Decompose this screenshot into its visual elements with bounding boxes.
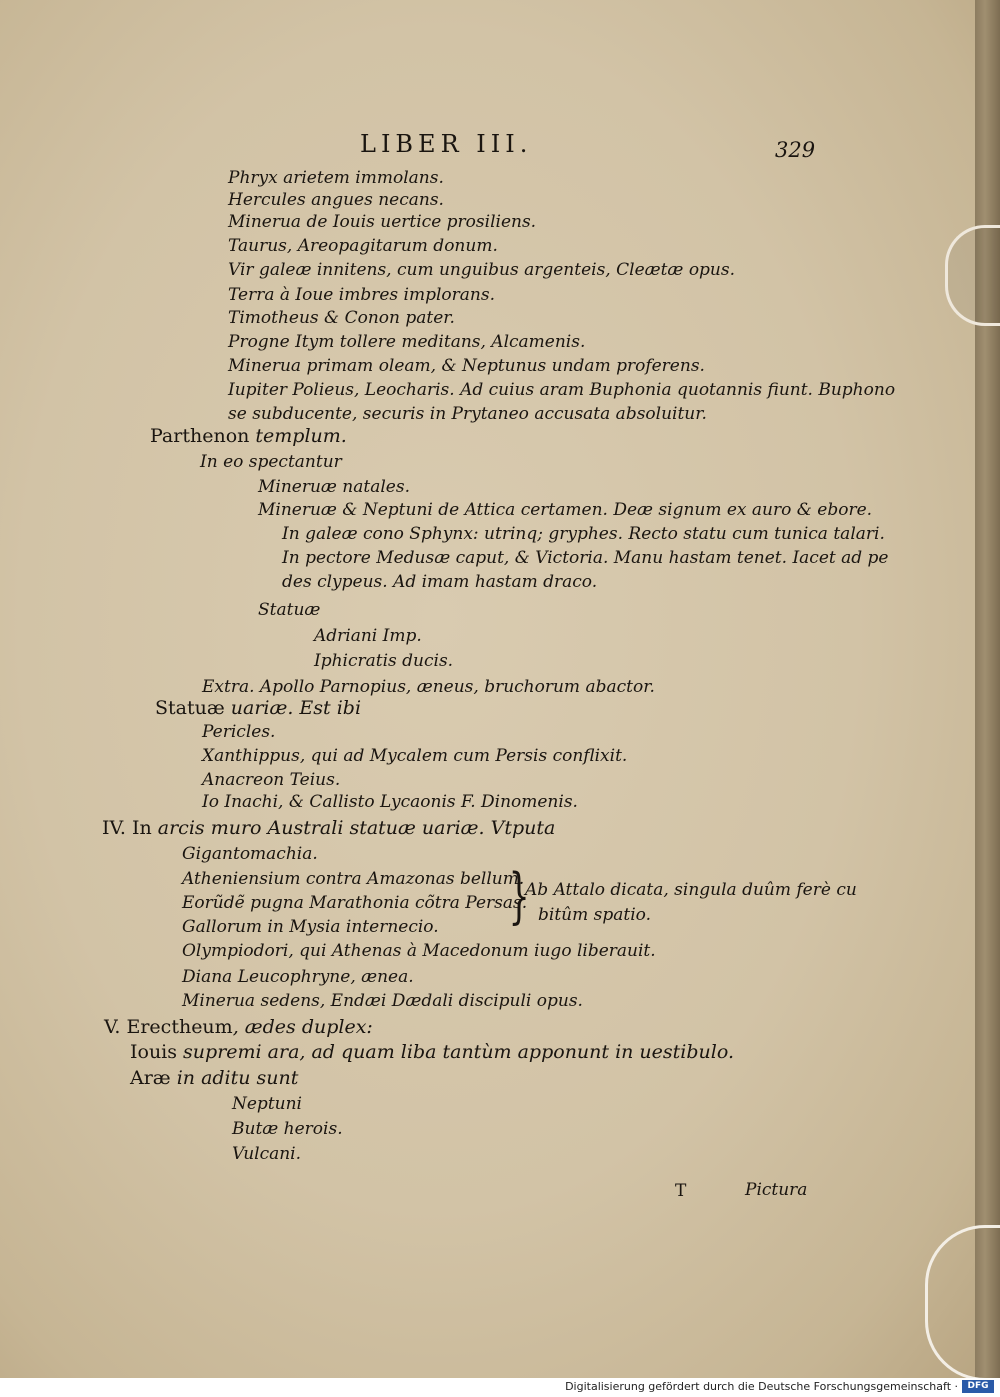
text-line <box>130 1068 298 1088</box>
text-segment: Vulcani. <box>232 1144 302 1164</box>
text-segment: Iupiter Polieus, Leocharis. Ad cuius aram Buphonia quotannis fiunt. Buphono <box>228 380 896 400</box>
text-segment: In eo spectantur <box>200 452 342 472</box>
text-segment: Extra. Apollo Parnopius, æneus, bruchorum abactor. <box>202 677 655 697</box>
text-segment: Minerua primam oleam, & Neptunus undam proferens. <box>228 356 705 376</box>
text-line <box>282 524 885 544</box>
text-segment: se subducente, securis in Prytaneo accusata absoluitur. <box>228 404 707 424</box>
text-line <box>202 677 655 697</box>
text-line <box>202 722 275 742</box>
text-segment: Io Inachi, & Callisto Lycaonis F. Dinomenis. <box>202 792 578 812</box>
text-line <box>182 941 656 961</box>
text-segment: Atheniensium contra Amazonas bellum. <box>182 869 525 889</box>
text-segment: uariæ. Est ibi <box>224 697 362 719</box>
text-segment: Neptuni <box>232 1094 302 1114</box>
text-line <box>232 1119 343 1139</box>
text-line <box>525 880 857 900</box>
text-line <box>228 404 707 424</box>
text-segment: Mineruæ natales. <box>258 477 410 497</box>
text-line <box>228 190 444 210</box>
text-line <box>182 967 414 987</box>
text-line <box>202 770 340 790</box>
text-line <box>228 212 536 232</box>
text-line <box>102 818 555 838</box>
text-line <box>182 917 439 937</box>
text-segment: Progne Itym tollere meditans, Alcamenis. <box>228 332 586 352</box>
text-segment: Vir galeæ innitens, cum unguibus argenteis, Cleætæ opus. <box>228 260 736 280</box>
text-segment: Minerua de Iouis uertice prosiliens. <box>228 212 537 232</box>
text-segment: Xanthippus, qui ad Mycalem cum Persis conflixit. <box>202 746 628 766</box>
text-line <box>200 452 342 472</box>
folio-number: 329 <box>775 138 816 162</box>
text-line <box>182 991 583 1011</box>
text-segment: Adriani Imp. <box>314 626 422 646</box>
text-line <box>150 426 347 446</box>
text-segment: Aræ <box>130 1067 171 1089</box>
text-segment: V. Erectheum <box>104 1016 233 1038</box>
text-segment: Iouis <box>130 1041 178 1063</box>
text-line <box>155 698 361 718</box>
text-segment: Eorũdẽ pugna Marathonia cõtra Persas. <box>182 893 528 913</box>
text-segment: Gallorum in Mysia internecio. <box>182 917 439 937</box>
text-line <box>202 746 627 766</box>
text-line <box>104 1017 373 1037</box>
text-segment: Taurus, Areopagitarum donum. <box>228 236 498 256</box>
text-segment: Diana Leucophryne, ænea. <box>182 967 414 987</box>
page-edge <box>975 0 1000 1378</box>
text-segment: , ædes duplex: <box>232 1016 373 1038</box>
text-line <box>228 332 585 352</box>
text-line <box>228 380 895 400</box>
text-line <box>182 844 318 864</box>
text-segment: in aditu sunt <box>170 1067 299 1089</box>
text-segment: Hercules angues necans. <box>228 190 444 210</box>
text-line <box>182 893 527 913</box>
text-segment: Minerua sedens, Endæi Dædali discipuli opus. <box>182 991 583 1011</box>
paper-clip-upper <box>945 225 1000 326</box>
text-line <box>282 572 597 592</box>
text-line <box>675 1181 686 1201</box>
text-line <box>228 168 444 188</box>
text-segment: bitûm spatio. <box>538 905 651 925</box>
footer-bar <box>0 1378 1000 1397</box>
text-line <box>314 651 453 671</box>
text-line <box>182 869 524 889</box>
text-segment: Anacreon Teius. <box>202 770 341 790</box>
text-segment: Mineruæ & Neptuni de Attica certamen. Deæ signum ex auro & ebore. <box>258 500 873 520</box>
text-segment: In pectore Medusæ caput, & Victoria. Manu hastam tenet. Iacet ad pe <box>282 548 889 568</box>
text-line <box>258 500 872 520</box>
dfg-logo: DFG <box>962 1380 994 1393</box>
text-line <box>228 308 455 328</box>
text-line <box>282 548 888 568</box>
text-line <box>258 600 320 620</box>
text-segment: T <box>675 1181 687 1201</box>
footer-credit: Digitalisierung gefördert durch die Deutsche Forschungsgemeinschaft · <box>565 1380 958 1393</box>
text-segment: Parthenon <box>150 425 250 447</box>
text-segment: Timotheus & Conon pater. <box>228 308 455 328</box>
text-line <box>130 1042 734 1062</box>
text-segment: supremi ara, ad quam liba tantùm apponunt in uestibulo. <box>177 1041 734 1063</box>
text-segment: Pictura <box>745 1180 808 1200</box>
text-segment: Ab Attalo dicata, singula duûm ferè cu <box>525 880 857 900</box>
text-segment: Olympiodori, qui Athenas à Macedonum iugo liberauit. <box>182 941 656 961</box>
text-line <box>232 1144 301 1164</box>
text-line <box>745 1180 807 1200</box>
text-segment: Terra à Ioue imbres implorans. <box>228 285 495 305</box>
text-line <box>538 905 651 925</box>
text-segment: Iphicratis ducis. <box>314 651 454 671</box>
text-segment: templum. <box>249 425 347 447</box>
text-segment: Gigantomachia. <box>182 844 318 864</box>
text-segment: Phryx arietem immolans. <box>228 168 444 188</box>
text-segment: arcis muro Australi statuæ uariæ. Vtputa <box>151 817 556 839</box>
text-line <box>232 1094 302 1114</box>
text-line <box>202 792 578 812</box>
text-segment: Butæ herois. <box>232 1119 343 1139</box>
text-line <box>228 236 498 256</box>
text-segment: Statuæ <box>155 697 225 719</box>
text-segment: Statuæ <box>258 600 321 620</box>
running-title: LIBER III. <box>360 130 533 158</box>
text-segment: IV. In <box>102 817 152 839</box>
text-segment: Pericles. <box>202 722 276 742</box>
text-line <box>228 285 495 305</box>
text-segment: In galeæ cono Sphynx: utrinq; gryphes. Recto statu cum tunica talari. <box>282 524 885 544</box>
text-line <box>314 626 422 646</box>
text-line <box>258 477 410 497</box>
grouping-brace: } <box>508 861 530 931</box>
text-line <box>228 260 735 280</box>
text-line <box>228 356 705 376</box>
text-segment: des clypeus. Ad imam hastam draco. <box>282 572 598 592</box>
